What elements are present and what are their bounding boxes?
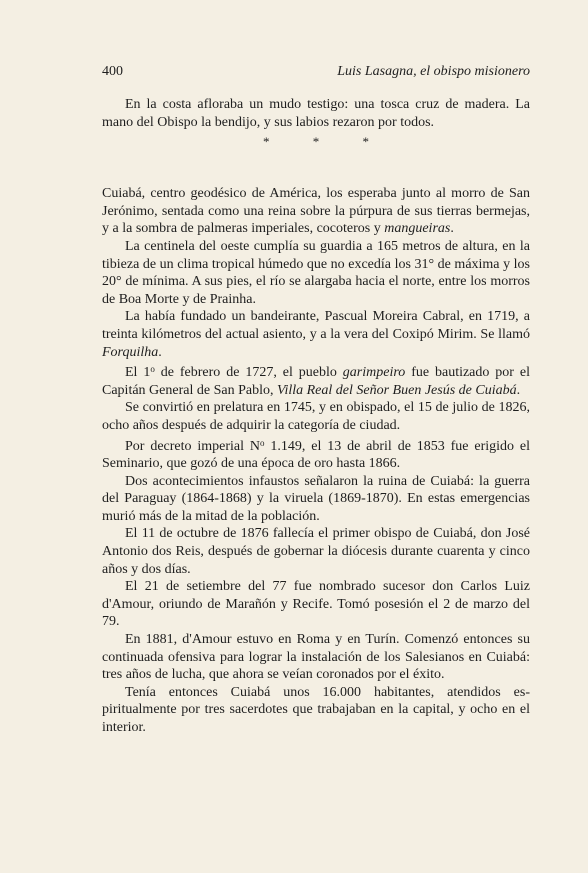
page-number: 400	[102, 64, 123, 79]
section-separator: * * *	[263, 134, 369, 150]
page-header	[102, 64, 530, 84]
paragraph: Tenía entonces Cuiabá unos 16.000 habitantes, atendidos espiritualmente por tres sacerdotes que trabajaban en la capital, y ocho en el interior.	[102, 684, 530, 735]
paragraph: El 11 de octubre de 1876 fallecía el primer obispo de Cuiabá, don José Antonio dos Reis, después de gobernar la diócesis durante cuarenta y cinco años y dos días.	[102, 526, 530, 577]
paragraph: Se convirtió en prelatura en 1745, y en obispado, el 15 de julio de 1826, ocho años después de adquirir la categoría de ciudad.	[102, 400, 530, 433]
paragraph: Cuiabá, centro geodésico de América, los esperaba junto al morro de San Jerónimo, sentada como una reina sobre la púrpura de sus tierras bermejas, y a la sombra de palmeras imperiales, cocoteros y mangueiras.	[102, 186, 530, 237]
paragraph: En la costa afloraba un mudo testigo: una tosca cruz de madera. La mano del Obispo la bendijo, y sus labios rezaron por todos.	[102, 97, 530, 130]
paragraph: La había fundado un bandeirante, Pascual Moreira Cabral, en 1719, a treinta kilómetros del actual asiento, y a la vera del Coxipó Mirim. Se llamó Forquilha.	[102, 309, 530, 360]
paragraph: Dos acontecimientos infaustos señalaron la ruina de Cuiabá: la guerra del Paraguay (1864-1868) y la viruela (1869-1870). En estas emergencias murió más de la mitad de la población.	[102, 473, 530, 524]
body-text	[102, 96, 530, 737]
paragraph: La centinela del oeste cumplía su guardia a 165 metros de altura, en la tibieza de un clima tropical húmedo que no excedía los 31° de máxima y los 20° de mínima. A sus pies, el río se alargaba hacia el norte, entre los morros de Boa Morte y de Prainha.	[102, 238, 530, 307]
paragraph: En 1881, d'Amour estuvo en Roma y en Turín. Comenzó entonces su continuada ofensiva para lograr la instalación de los Salesianos en Cuiabá: tres años de lucha, que ahora se veían coronados por el éxito.	[102, 632, 530, 683]
paragraph: Por decreto imperial $N^o$ 1.149, el 13 de abril de 1853 fue erigido el Seminario, que gozó de una época de oro hasta 1866.	[102, 437, 531, 472]
paragraph: El 21 de setiembre del 77 fue nombrado sucesor don Carlos Luiz d'Amour, oriundo de Marañón y Recife. Tomó posesión el 2 de marzo del 79.	[102, 579, 530, 630]
running-title: Luis Lasagna, el obispo misionero	[337, 64, 530, 79]
paragraph: El 1$^o$ de febrero de 1727, el pueblo garimpeiro fue bautizado por el Capitán General de San Pablo, Villa Real del Señor Buen Jesús de Cuiabá.	[102, 364, 530, 398]
